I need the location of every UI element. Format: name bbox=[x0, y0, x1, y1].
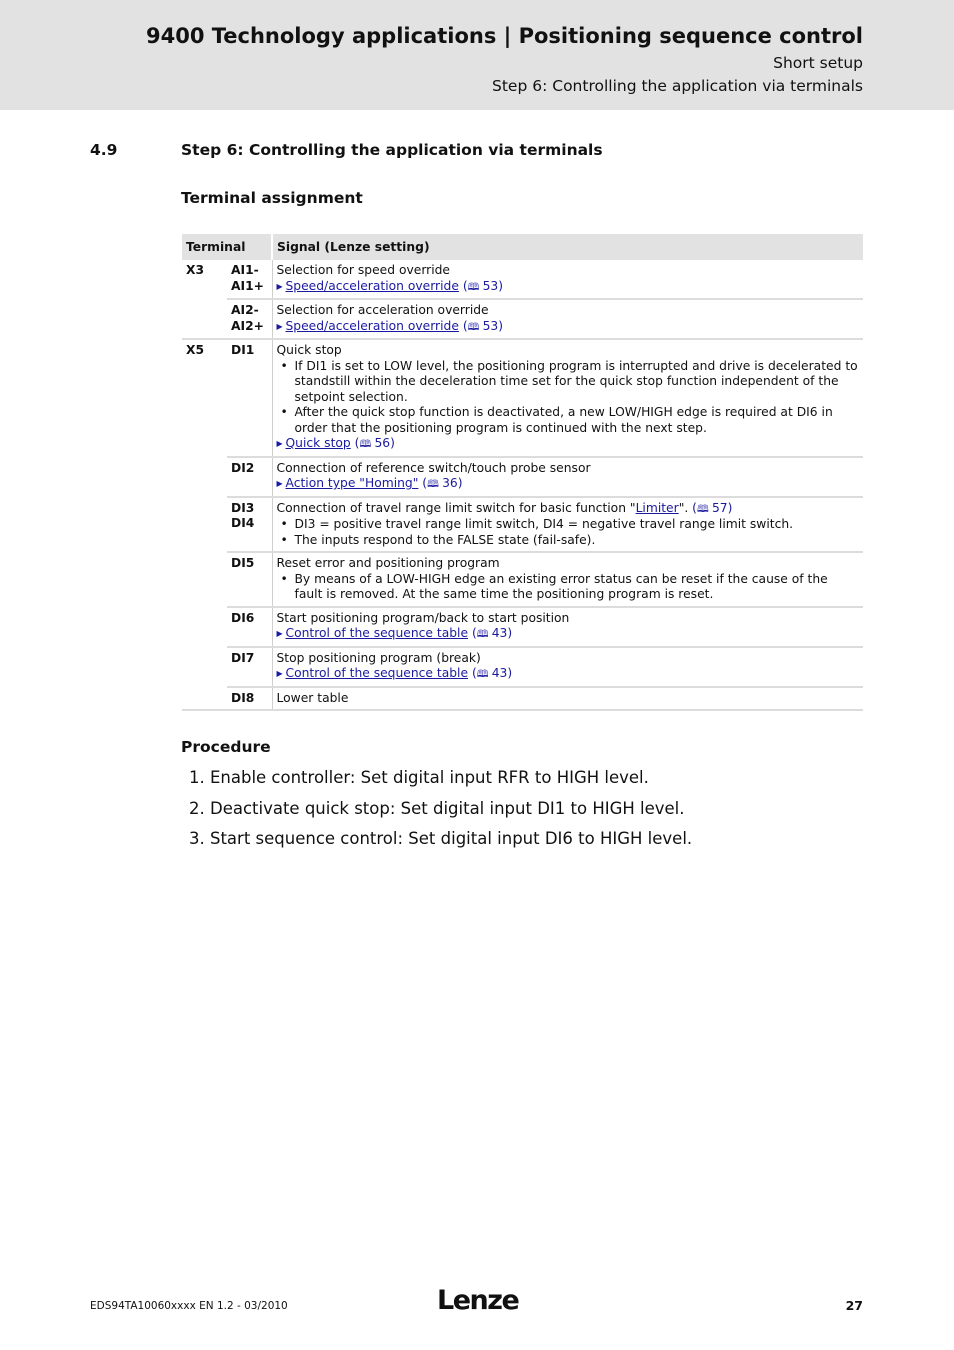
book-icon: 🕮 bbox=[476, 669, 492, 680]
page-ref-close: ) bbox=[498, 318, 504, 333]
book-icon: 🕮 bbox=[467, 281, 483, 293]
page-ref-number[interactable]: 36 bbox=[442, 476, 458, 490]
terminal-name: AI1- AI1+ bbox=[227, 260, 272, 299]
page-number: 27 bbox=[845, 1298, 863, 1313]
triangle-right-icon: ▶ bbox=[276, 439, 283, 448]
table-row bbox=[182, 647, 863, 687]
page-ref-open: ( bbox=[350, 436, 360, 450]
page-ref-close: ) bbox=[498, 278, 504, 293]
page-ref-number[interactable]: 53 bbox=[482, 318, 499, 333]
triangle-right-icon: ▶ bbox=[276, 479, 283, 488]
page-ref-open: ( bbox=[418, 476, 428, 490]
book-icon: 🕮 bbox=[696, 503, 712, 515]
bullet-list bbox=[277, 359, 860, 437]
page-ref-open: ( bbox=[458, 318, 468, 333]
procedure-step: 2. Deactivate quick stop: Set digital input DI1 to HIGH level. bbox=[189, 798, 685, 818]
chapter-title: Short setup bbox=[773, 54, 863, 72]
document-title: 9400 Technology applications | Positioning sequence control bbox=[145, 24, 863, 48]
table-body bbox=[182, 260, 863, 710]
bullet-list bbox=[277, 517, 860, 548]
terminal-name: DI7 bbox=[227, 647, 272, 687]
description-text: Lower table bbox=[276, 690, 349, 705]
table-row bbox=[182, 687, 863, 711]
description-text: Connection of reference switch/touch probe sensor bbox=[276, 460, 591, 475]
terminal-name: DI6 bbox=[227, 607, 272, 647]
terminal-name: DI2 bbox=[227, 457, 272, 497]
table-row bbox=[182, 607, 863, 647]
book-icon: 🕮 bbox=[467, 321, 483, 333]
page-ref-close: ) bbox=[390, 436, 395, 450]
description-text: Selection for speed override bbox=[276, 263, 451, 277]
terminal-assignment-heading: Terminal assignment bbox=[181, 189, 363, 207]
procedure-step: 3. Start sequence control: Set digital input DI6 to HIGH level. bbox=[189, 829, 693, 848]
page-ref-open: ( bbox=[468, 666, 477, 680]
page-ref-number[interactable]: 43 bbox=[491, 626, 508, 640]
procedure-step: 1. Enable controller: Set digital input RFR to HIGH level. bbox=[189, 768, 649, 787]
table-row bbox=[182, 497, 863, 553]
section-title: Step 6: Controlling the application via terminals bbox=[181, 141, 603, 159]
bullet-item: • The inputs respond to the FALSE state (fail-safe). bbox=[277, 533, 860, 549]
description-text: Reset error and positioning program bbox=[276, 556, 500, 570]
cross-reference-link[interactable]: Action type "Homing" bbox=[285, 476, 419, 490]
document-id: EDS94TA10060xxxx EN 1.2 - 03/2010 bbox=[90, 1300, 288, 1312]
cross-reference-link[interactable]: Control of the sequence table bbox=[285, 666, 469, 680]
terminal-group: X3 bbox=[182, 260, 227, 339]
description-text: Start positioning program/back to start position bbox=[276, 610, 570, 625]
page-header bbox=[0, 0, 954, 110]
terminal-assignment-table bbox=[182, 234, 863, 711]
signal-description bbox=[272, 687, 863, 711]
page-ref-number[interactable]: 56 bbox=[374, 436, 391, 450]
terminal-name: DI5 bbox=[227, 552, 272, 607]
triangle-right-icon: ▶ bbox=[276, 669, 283, 678]
lenze-logo: Lenze bbox=[437, 1285, 519, 1316]
signal-description bbox=[272, 299, 863, 339]
bullet-item: • DI3 = positive travel range limit switch, DI4 = negative travel range limit switch. bbox=[277, 517, 860, 533]
terminal-name: DI8 bbox=[227, 687, 272, 711]
table-header-terminal: Terminal bbox=[182, 234, 272, 260]
terminal-name: DI3 DI4 bbox=[227, 497, 272, 553]
cross-reference-link[interactable]: Control of the sequence table bbox=[285, 626, 469, 640]
bullet-item: • By means of a LOW-HIGH edge an existing error status can be reset if the cause of the fault is removed. At the same time the positioning program is reset. bbox=[277, 572, 860, 603]
triangle-right-icon: ▶ bbox=[276, 629, 283, 638]
page-ref-open: ( bbox=[688, 500, 697, 515]
signal-description bbox=[272, 260, 863, 299]
reference-link-line bbox=[277, 279, 860, 296]
description-text: Quick stop bbox=[276, 343, 342, 357]
reference-link-line bbox=[277, 319, 860, 336]
bullet-list bbox=[277, 572, 860, 603]
signal-description bbox=[272, 457, 863, 497]
triangle-right-icon: ▶ bbox=[276, 281, 283, 291]
page-ref-number[interactable]: 53 bbox=[482, 278, 499, 293]
cross-reference-link[interactable]: Quick stop bbox=[285, 436, 351, 450]
book-icon: 🕮 bbox=[427, 479, 443, 490]
section-number: 4.9 bbox=[90, 141, 118, 159]
page-ref-number[interactable]: 57 bbox=[711, 500, 728, 515]
limiter-link[interactable]: Limiter bbox=[635, 500, 679, 515]
table-row bbox=[182, 339, 863, 457]
terminal-name: DI1 bbox=[227, 339, 272, 457]
book-icon: 🕮 bbox=[359, 439, 375, 450]
terminal-group: X5 bbox=[182, 339, 227, 710]
table-row bbox=[182, 260, 863, 299]
bullet-item: • If DI1 is set to LOW level, the positioning program is interrupted and drive is decelerated to standstill within the deceleration time set for the quick stop function independent of the setpoint selection. bbox=[277, 359, 860, 406]
reference-link-line bbox=[277, 436, 860, 453]
signal-description bbox=[272, 339, 863, 457]
page-ref-open: ( bbox=[468, 626, 477, 640]
page-ref-close: ) bbox=[457, 476, 463, 490]
table-row bbox=[182, 552, 863, 607]
reference-link-line bbox=[277, 476, 860, 493]
cross-reference-link[interactable]: Speed/acceleration override bbox=[285, 278, 459, 293]
signal-description bbox=[272, 552, 863, 607]
table-row bbox=[182, 299, 863, 339]
page-ref-close: ) bbox=[507, 666, 513, 680]
signal-description bbox=[272, 497, 863, 553]
table-row bbox=[182, 457, 863, 497]
table-header-signal: Signal (Lenze setting) bbox=[272, 234, 863, 260]
description-text: Stop positioning program (break) bbox=[276, 650, 481, 665]
page-ref-close: ) bbox=[727, 500, 733, 515]
reference-link-line bbox=[277, 666, 860, 683]
page-ref-close: ) bbox=[507, 626, 513, 640]
section-breadcrumb: Step 6: Controlling the application via terminals bbox=[492, 77, 863, 95]
procedure-heading: Procedure bbox=[181, 738, 271, 756]
signal-description bbox=[272, 607, 863, 647]
description-text: Connection of travel range limit switch for basic function " bbox=[276, 500, 636, 515]
procedure-list bbox=[189, 768, 692, 860]
description-line bbox=[277, 501, 860, 518]
bullet-item: • After the quick stop function is deactivated, a new LOW/HIGH edge is required at DI6 in order that the positioning program is continued with the next step. bbox=[277, 405, 860, 436]
terminal-name: AI2- AI2+ bbox=[227, 299, 272, 339]
page-ref-open: ( bbox=[458, 278, 468, 293]
signal-description bbox=[272, 647, 863, 687]
triangle-right-icon: ▶ bbox=[276, 321, 283, 331]
book-icon: 🕮 bbox=[476, 629, 492, 640]
description-text: Selection for acceleration override bbox=[276, 303, 489, 317]
cross-reference-link[interactable]: Speed/acceleration override bbox=[285, 318, 459, 333]
reference-link-line bbox=[277, 626, 860, 643]
description-text: ". bbox=[678, 500, 689, 515]
page-ref-number[interactable]: 43 bbox=[491, 666, 508, 680]
